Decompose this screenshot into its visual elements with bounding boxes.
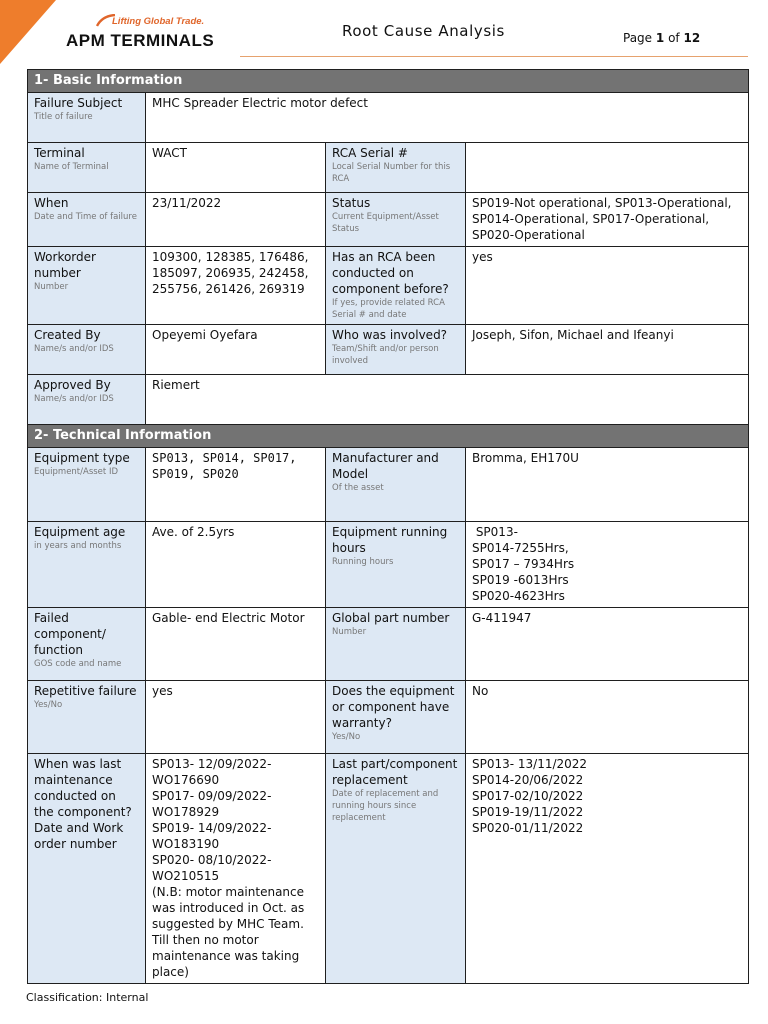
- manufacturer-value: Bromma, EH170U: [466, 448, 749, 522]
- field-label: Repetitive failure Yes/No: [28, 681, 146, 754]
- global-part-value: G-411947: [466, 608, 749, 681]
- field-label: Created By Name/s and/or IDS: [28, 325, 146, 375]
- when-value: 23/11/2022: [146, 193, 326, 247]
- terminal-value: WACT: [146, 143, 326, 193]
- who-involved-value: Joseph, Sifon, Michael and Ifeanyi: [466, 325, 749, 375]
- field-label: Terminal Name of Terminal: [28, 143, 146, 193]
- last-maintenance-value: SP013- 12/09/2022-WO176690 SP017- 09/09/2022-WO178929 SP019- 14/09/2022-WO183190 SP020- 08/10/2022-WO210515 (N.B: motor maintenance was introduced in Oct. as suggested by MHC Team. Till then no motor maintenance was taking place): [146, 754, 326, 984]
- field-label: Manufacturer and Model Of the asset: [326, 448, 466, 522]
- status-value: SP019-Not operational, SP013-Operational, SP014-Operational, SP017-Operational, SP020-Operational: [466, 193, 749, 247]
- failed-component-value: Gable- end Electric Motor: [146, 608, 326, 681]
- equipment-age-value: Ave. of 2.5yrs: [146, 522, 326, 608]
- table-row: [28, 522, 749, 608]
- field-label: Does the equipment or component have warranty? Yes/No: [326, 681, 466, 754]
- equipment-type-value: SP013, SP014, SP017, SP019, SP020: [146, 448, 326, 522]
- field-label: Approved By Name/s and/or IDS: [28, 375, 146, 425]
- table-row: [28, 681, 749, 754]
- rca-form-table: [27, 69, 749, 984]
- field-label: Equipment type Equipment/Asset ID: [28, 448, 146, 522]
- approved-by-value: Riemert: [146, 375, 749, 425]
- field-label: Who was involved? Team/Shift and/or person involved: [326, 325, 466, 375]
- field-label: Global part number Number: [326, 608, 466, 681]
- field-label: Has an RCA been conducted on component before? If yes, provide related RCA Serial # and date: [326, 247, 466, 325]
- field-label: Workorder number Number: [28, 247, 146, 325]
- document-title: Root Cause Analysis: [342, 22, 505, 40]
- table-row: [28, 608, 749, 681]
- field-label: RCA Serial # Local Serial Number for this RCA: [326, 143, 466, 193]
- table-row: [28, 325, 749, 375]
- table-row: [28, 193, 749, 247]
- field-label: Last part/component replacement Date of replacement and running hours since replacement: [326, 754, 466, 984]
- table-row: [28, 143, 749, 193]
- field-label: Failed component/ function GOS code and name: [28, 608, 146, 681]
- logo-brand: APM TERMINALS: [66, 31, 215, 50]
- field-label: Status Current Equipment/Asset Status: [326, 193, 466, 247]
- section-header-row: [28, 70, 749, 93]
- rca-serial-value: [466, 143, 749, 193]
- table-row: [28, 93, 749, 143]
- repetitive-value: yes: [146, 681, 326, 754]
- table-row: [28, 375, 749, 425]
- field-label: When was last maintenance conducted on the component? Date and Work order number: [28, 754, 146, 984]
- apm-terminals-logo: [66, 14, 236, 54]
- header-divider: [240, 56, 748, 57]
- table-row: [28, 754, 749, 984]
- field-label: Equipment age in years and months: [28, 522, 146, 608]
- section-header-row: [28, 425, 749, 448]
- corner-accent: [0, 0, 56, 64]
- field-label: When Date and Time of failure: [28, 193, 146, 247]
- section-title-basic: 1- Basic Information: [28, 70, 749, 93]
- table-row: [28, 247, 749, 325]
- running-hours-value: SP013- SP014-7255Hrs, SP017 – 7934Hrs SP019 -6013Hrs SP020-4623Hrs: [466, 522, 749, 608]
- created-by-value: Opeyemi Oyefara: [146, 325, 326, 375]
- workorder-value: 109300, 128385, 176486, 185097, 206935, 242458, 255756, 261426, 269319: [146, 247, 326, 325]
- warranty-value: No: [466, 681, 749, 754]
- table-row: [28, 448, 749, 522]
- classification-footer: Classification: Internal: [26, 991, 149, 1004]
- logo-tagline: Lifting Global Trade.: [112, 16, 205, 27]
- field-label: Failure Subject Title of failure: [28, 93, 146, 143]
- page-number: Page 1 of 12: [623, 31, 701, 45]
- rca-before-value: yes: [466, 247, 749, 325]
- section-title-technical: 2- Technical Information: [28, 425, 749, 448]
- failure-subject-value: MHC Spreader Electric motor defect: [146, 93, 749, 143]
- field-label: Equipment running hours Running hours: [326, 522, 466, 608]
- last-replacement-value: SP013- 13/11/2022 SP014-20/06/2022 SP017-02/10/2022 SP019-19/11/2022 SP020-01/11/2022: [466, 754, 749, 984]
